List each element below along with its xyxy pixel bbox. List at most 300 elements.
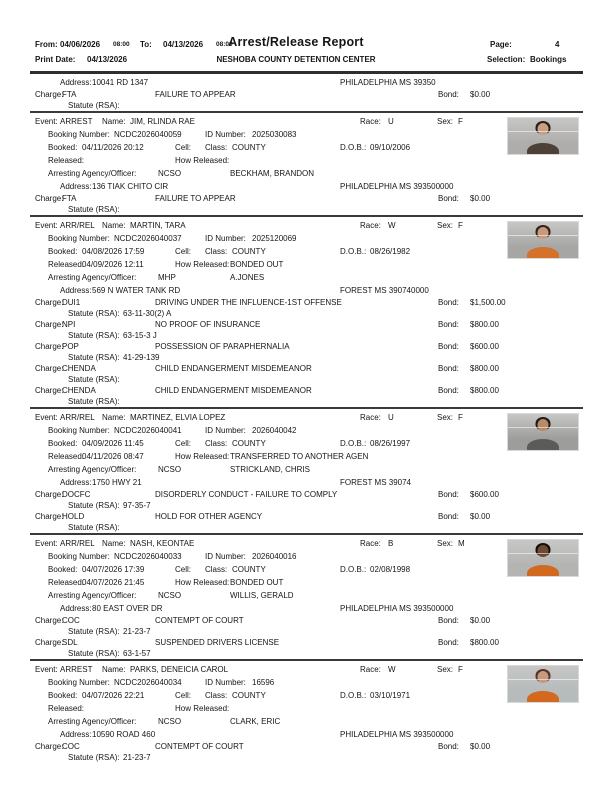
charge-description: FAILURE TO APPEAR xyxy=(155,90,236,99)
released-value: 04/07/2026 21:45 xyxy=(82,578,145,587)
bond-label: Bond: xyxy=(438,320,459,329)
statute-value: 63-15-3 J xyxy=(123,331,157,340)
id-number-label: ID Number: xyxy=(205,426,246,435)
print-date-label: Print Date: xyxy=(35,55,76,64)
mugshot-face xyxy=(538,545,549,557)
statute-row xyxy=(30,204,583,215)
officer-value: CLARK, ERIC xyxy=(230,717,281,726)
bond-amount: $600.00 xyxy=(470,342,499,351)
bond-label: Bond: xyxy=(438,194,459,203)
event-label: Event: xyxy=(35,665,58,674)
cell-label: Cell: xyxy=(175,439,192,448)
charge-code: NPI xyxy=(62,320,76,329)
bond-amount: $0.00 xyxy=(470,512,491,521)
name-value: NASH, KEONTAE xyxy=(130,539,195,548)
event-label: Event: xyxy=(35,413,58,422)
booking-record xyxy=(30,215,583,407)
dob-value: 08/26/1982 xyxy=(370,247,411,256)
class-label: Class: xyxy=(205,143,228,152)
statute-label: Statute (RSA): xyxy=(68,753,120,762)
charge-code: POP xyxy=(62,342,79,351)
charge-code: SDL xyxy=(62,638,78,647)
city-value: PHILADELPHIA MS 393500000 xyxy=(340,730,454,739)
released-row xyxy=(30,154,583,167)
arresting-officer-label: Arresting Agency/Officer: xyxy=(48,717,137,726)
bond-label: Bond: xyxy=(438,298,459,307)
how-released-label: How Released: xyxy=(175,156,230,165)
how-released-value: BONDED OUT xyxy=(230,578,284,587)
statute-label: Statute (RSA): xyxy=(68,353,120,362)
charge-label: Charge: xyxy=(35,364,64,373)
mugshot-torso xyxy=(527,691,559,702)
released-row xyxy=(30,702,583,715)
bond-amount: $0.00 xyxy=(470,742,491,751)
sex-label: Sex: xyxy=(437,413,454,422)
cell-label: Cell: xyxy=(175,691,192,700)
cell-label: Cell: xyxy=(175,143,192,152)
name-label: Name: xyxy=(102,539,126,548)
charge-description: CHILD ENDANGERMENT MISDEMEANOR xyxy=(155,364,312,373)
charge-label: Charge: xyxy=(35,194,64,203)
booked-value: 04/08/2026 17:59 xyxy=(82,247,145,256)
charge-code: DOCFC xyxy=(62,490,91,499)
statute-value: 63-11-30(2) A xyxy=(123,309,172,318)
mugshot-photo xyxy=(508,666,578,702)
to-label: To: xyxy=(140,40,152,49)
booking-number-value: NCDC2026040033 xyxy=(114,552,182,561)
id-number-label: ID Number: xyxy=(205,678,246,687)
to-date: 04/13/2026 xyxy=(163,40,204,49)
address-value: 136 TIAK CHITO CIR xyxy=(92,182,169,191)
charge-code: CHENDA xyxy=(62,386,96,395)
charge-code: FTA xyxy=(62,90,77,99)
race-value: W xyxy=(388,221,396,230)
statute-value: 21-23-7 xyxy=(123,627,151,636)
class-label: Class: xyxy=(205,565,228,574)
booking-number-value: NCDC2026040034 xyxy=(114,678,182,687)
address-value: 80 EAST OVER DR xyxy=(92,604,163,613)
race-label: Race: xyxy=(360,221,381,230)
bond-amount: $1,500.00 xyxy=(470,298,506,307)
event-row xyxy=(30,219,583,232)
class-label: Class: xyxy=(205,247,228,256)
page-number: 4 xyxy=(555,40,560,49)
released-label: Released: xyxy=(48,452,85,461)
booking-record xyxy=(30,533,583,659)
charges xyxy=(30,489,583,533)
booking-number-row xyxy=(30,550,583,563)
booking-number-label: Booking Number: xyxy=(48,234,110,243)
booked-row xyxy=(30,563,583,576)
id-number-value: 2026040042 xyxy=(252,426,297,435)
booked-row xyxy=(30,689,583,702)
sex-value: F xyxy=(458,117,463,126)
statute-label: Statute (RSA): xyxy=(68,375,120,384)
charge-code: CHENDA xyxy=(62,364,96,373)
booking-number-label: Booking Number: xyxy=(48,130,110,139)
mugshot-face xyxy=(538,227,549,239)
how-released-value: BONDED OUT xyxy=(230,260,284,269)
booked-label: Booked: xyxy=(48,565,78,574)
released-value: 04/11/2026 08:47 xyxy=(82,452,144,461)
charges xyxy=(30,297,583,407)
how-released-label: How Released: xyxy=(175,704,230,713)
dob-value: 02/08/1998 xyxy=(370,565,411,574)
bond-amount: $600.00 xyxy=(470,490,499,499)
booked-value: 04/11/2026 20:12 xyxy=(82,143,144,152)
mugshot-face xyxy=(538,123,549,135)
charges xyxy=(30,615,583,659)
race-label: Race: xyxy=(360,665,381,674)
name-label: Name: xyxy=(102,221,126,230)
sex-label: Sex: xyxy=(437,221,454,230)
charge-code: COC xyxy=(62,742,80,751)
dob-label: D.O.B.: xyxy=(340,439,367,448)
header-row-1 xyxy=(30,35,583,53)
address-label: Address: xyxy=(60,478,92,487)
how-released-label: How Released: xyxy=(175,578,230,587)
charge-description: HOLD FOR OTHER AGENCY xyxy=(155,512,263,521)
charge-label: Charge: xyxy=(35,512,64,521)
name-label: Name: xyxy=(102,413,126,422)
from-date: 04/06/2026 xyxy=(60,40,101,49)
address-row xyxy=(30,76,583,89)
booked-row xyxy=(30,141,583,154)
mugshot-photo xyxy=(508,222,578,258)
charge-description: FAILURE TO APPEAR xyxy=(155,194,236,203)
released-row xyxy=(30,576,583,589)
agency-value: MHP xyxy=(158,273,176,282)
id-number-label: ID Number: xyxy=(205,130,246,139)
booked-row xyxy=(30,245,583,258)
charge-label: Charge: xyxy=(35,386,64,395)
records xyxy=(30,111,583,763)
officer-row xyxy=(30,589,583,602)
statute-row xyxy=(30,500,583,511)
event-value: ARR/REL xyxy=(60,539,95,548)
booking-number-row xyxy=(30,128,583,141)
class-value: COUNTY xyxy=(232,439,266,448)
class-value: COUNTY xyxy=(232,143,266,152)
officer-value: BECKHAM, BRANDON xyxy=(230,169,315,178)
event-row xyxy=(30,411,583,424)
how-released-label: How Released: xyxy=(175,452,230,461)
charge-description: DRIVING UNDER THE INFLUENCE-1ST OFFENSE xyxy=(155,298,342,307)
booked-value: 04/09/2026 11:45 xyxy=(82,439,144,448)
address-row xyxy=(30,602,583,615)
sex-value: F xyxy=(458,221,463,230)
address-value: 10041 RD 1347 xyxy=(92,78,149,87)
mugshot-torso xyxy=(527,565,559,576)
id-number-value: 2026040016 xyxy=(252,552,297,561)
released-row xyxy=(30,258,583,271)
booking-number-value: NCDC2026040059 xyxy=(114,130,182,139)
event-value: ARREST xyxy=(60,665,93,674)
released-value: 04/09/2026 12:11 xyxy=(82,260,144,269)
officer-row xyxy=(30,463,583,476)
booking-number-label: Booking Number: xyxy=(48,678,110,687)
bond-amount: $800.00 xyxy=(470,638,499,647)
agency-value: NCSO xyxy=(158,465,182,474)
dob-value: 08/26/1997 xyxy=(370,439,411,448)
bond-amount: $800.00 xyxy=(470,320,499,329)
address-row xyxy=(30,180,583,193)
charge-label: Charge: xyxy=(35,490,64,499)
charge-description: CONTEMPT OF COURT xyxy=(155,742,244,751)
address-row xyxy=(30,728,583,741)
dob-value: 09/10/2006 xyxy=(370,143,411,152)
charge-description: CHILD ENDANGERMENT MISDEMEANOR xyxy=(155,386,312,395)
booked-value: 04/07/2026 22:21 xyxy=(82,691,145,700)
dob-label: D.O.B.: xyxy=(340,143,367,152)
continuation-record xyxy=(30,76,583,111)
id-number-value: 16596 xyxy=(252,678,275,687)
address-row xyxy=(30,476,583,489)
bond-label: Bond: xyxy=(438,638,459,647)
sex-label: Sex: xyxy=(437,665,454,674)
bond-label: Bond: xyxy=(438,90,459,99)
continuation-charges xyxy=(30,89,583,111)
bond-label: Bond: xyxy=(438,490,459,499)
booking-record xyxy=(30,111,583,215)
charges xyxy=(30,741,583,763)
booked-value: 04/07/2026 17:39 xyxy=(82,565,145,574)
booking-number-row xyxy=(30,232,583,245)
charge-label: Charge: xyxy=(35,320,64,329)
released-row xyxy=(30,450,583,463)
charge-row xyxy=(30,193,583,204)
bond-amount: $0.00 xyxy=(470,616,491,625)
arresting-officer-label: Arresting Agency/Officer: xyxy=(48,273,137,282)
statute-label: Statute (RSA): xyxy=(68,397,120,406)
bond-amount: $800.00 xyxy=(470,364,499,373)
mugshot-photo xyxy=(508,414,578,450)
id-number-value: 2025030083 xyxy=(252,130,297,139)
mugshot-face xyxy=(538,671,549,683)
statute-row xyxy=(30,330,583,341)
mugshot-torso xyxy=(527,247,559,258)
event-row xyxy=(30,537,583,550)
statute-row xyxy=(30,396,583,407)
city-value: FOREST MS 39074 xyxy=(340,478,411,487)
officer-row xyxy=(30,271,583,284)
bond-label: Bond: xyxy=(438,512,459,521)
city-value: PHILADELPHIA MS 39350 xyxy=(340,78,436,87)
booking-number-row xyxy=(30,676,583,689)
booking-number-value: NCDC2026040041 xyxy=(114,426,182,435)
statute-label: Statute (RSA): xyxy=(68,649,120,658)
address-value: 1750 HWY 21 xyxy=(92,478,142,487)
bond-label: Bond: xyxy=(438,386,459,395)
name-value: MARTINEZ, ELVIA LOPEZ xyxy=(130,413,226,422)
bond-label: Bond: xyxy=(438,742,459,751)
race-value: W xyxy=(388,665,396,674)
released-label: Released: xyxy=(48,156,85,165)
event-row xyxy=(30,663,583,676)
header-row-2 xyxy=(30,53,583,68)
statute-row xyxy=(30,308,583,319)
city-value: PHILADELPHIA MS 393500000 xyxy=(340,604,454,613)
mugshot-photo xyxy=(508,118,578,154)
statute-row xyxy=(30,648,583,659)
how-released-label: How Released: xyxy=(175,260,230,269)
released-label: Released: xyxy=(48,260,85,269)
selection-value: Bookings xyxy=(530,55,567,64)
cell-label: Cell: xyxy=(175,565,192,574)
bond-label: Bond: xyxy=(438,364,459,373)
mugshot-torso xyxy=(527,143,559,154)
bond-amount: $0.00 xyxy=(470,194,491,203)
charge-description: DISORDERLY CONDUCT - FAILURE TO COMPLY xyxy=(155,490,338,499)
address-value: 10590 ROAD 460 xyxy=(92,730,156,739)
charge-row xyxy=(30,385,583,396)
statute-value: 63-1-57 xyxy=(123,649,151,658)
mugshot-torso xyxy=(527,439,559,450)
booking-number-label: Booking Number: xyxy=(48,552,110,561)
class-label: Class: xyxy=(205,439,228,448)
from-label: From: xyxy=(35,40,58,49)
event-value: ARR/REL xyxy=(60,221,95,230)
address-label: Address: xyxy=(60,604,92,613)
mugshot-face xyxy=(538,419,549,431)
statute-value: 97-35-7 xyxy=(123,501,151,510)
charge-code: FTA xyxy=(62,194,77,203)
address-value: 569 N WATER TANK RD xyxy=(92,286,181,295)
charge-description: CONTEMPT OF COURT xyxy=(155,616,244,625)
facility-name: NESHOBA COUNTY DETENTION CENTER xyxy=(216,55,376,64)
race-value: B xyxy=(388,539,394,548)
race-label: Race: xyxy=(360,413,381,422)
race-label: Race: xyxy=(360,117,381,126)
bond-amount: $0.00 xyxy=(470,90,491,99)
charge-code: DUI1 xyxy=(62,298,81,307)
event-row xyxy=(30,115,583,128)
released-label: Released: xyxy=(48,578,85,587)
charge-row xyxy=(30,489,583,500)
charge-description: SUSPENDED DRIVERS LICENSE xyxy=(155,638,280,647)
charge-label: Charge: xyxy=(35,298,64,307)
city-value: PHILADELPHIA MS 393500000 xyxy=(340,182,454,191)
race-value: U xyxy=(388,413,394,422)
statute-label: Statute (RSA): xyxy=(68,627,120,636)
bond-amount: $800.00 xyxy=(470,386,499,395)
statute-label: Statute (RSA): xyxy=(68,331,120,340)
address-label: Address: xyxy=(60,286,92,295)
booked-label: Booked: xyxy=(48,439,78,448)
charges xyxy=(30,193,583,215)
bond-label: Bond: xyxy=(438,616,459,625)
class-value: COUNTY xyxy=(232,691,266,700)
how-released-value: TRANSFERRED TO ANOTHER AGEN xyxy=(230,452,369,461)
charge-code: HOLD xyxy=(62,512,85,521)
id-number-value: 2025120069 xyxy=(252,234,297,243)
charge-row xyxy=(30,637,583,648)
class-value: COUNTY xyxy=(232,247,266,256)
agency-value: NCSO xyxy=(158,591,182,600)
statute-row xyxy=(30,626,583,637)
class-value: COUNTY xyxy=(232,565,266,574)
to-time: 08:00 xyxy=(216,41,233,48)
charge-row xyxy=(30,615,583,626)
race-label: Race: xyxy=(360,539,381,548)
address-label: Address: xyxy=(60,78,92,87)
charge-row xyxy=(30,341,583,352)
booked-label: Booked: xyxy=(48,247,78,256)
event-value: ARREST xyxy=(60,117,93,126)
dob-value: 03/10/1971 xyxy=(370,691,411,700)
event-label: Event: xyxy=(35,221,58,230)
officer-value: A.JONES xyxy=(230,273,265,282)
statute-value: 21-23-7 xyxy=(123,753,151,762)
charge-code: COC xyxy=(62,616,80,625)
booking-number-row xyxy=(30,424,583,437)
sex-label: Sex: xyxy=(437,539,454,548)
agency-value: NCSO xyxy=(158,169,182,178)
report-header xyxy=(30,35,583,71)
dob-label: D.O.B.: xyxy=(340,247,367,256)
city-value: FOREST MS 390740000 xyxy=(340,286,429,295)
officer-row xyxy=(30,167,583,180)
statute-label: Statute (RSA): xyxy=(68,309,120,318)
statute-row xyxy=(30,374,583,385)
charge-row xyxy=(30,89,583,100)
from-time: 08:00 xyxy=(113,41,130,48)
charge-label: Charge: xyxy=(35,342,64,351)
booking-record xyxy=(30,407,583,533)
class-label: Class: xyxy=(205,691,228,700)
race-value: U xyxy=(388,117,394,126)
sex-value: F xyxy=(458,665,463,674)
dob-label: D.O.B.: xyxy=(340,565,367,574)
charge-row xyxy=(30,319,583,330)
charge-label: Charge: xyxy=(35,616,64,625)
bond-label: Bond: xyxy=(438,342,459,351)
statute-label: Statute (RSA): xyxy=(68,523,120,532)
page-label: Page: xyxy=(490,40,512,49)
statute-row xyxy=(30,752,583,763)
charge-row xyxy=(30,511,583,522)
cell-label: Cell: xyxy=(175,247,192,256)
officer-row xyxy=(30,715,583,728)
arresting-officer-label: Arresting Agency/Officer: xyxy=(48,169,137,178)
sex-value: M xyxy=(458,539,465,548)
agency-value: NCSO xyxy=(158,717,182,726)
charge-row xyxy=(30,297,583,308)
charge-label: Charge: xyxy=(35,638,64,647)
statute-row xyxy=(30,352,583,363)
booked-label: Booked: xyxy=(48,143,78,152)
print-date: 04/13/2026 xyxy=(87,55,128,64)
booked-row xyxy=(30,437,583,450)
arresting-officer-label: Arresting Agency/Officer: xyxy=(48,465,137,474)
released-label: Released: xyxy=(48,704,85,713)
statute-row xyxy=(30,522,583,533)
statute-label: Statute (RSA): xyxy=(68,205,120,214)
booking-record xyxy=(30,659,583,763)
name-label: Name: xyxy=(102,665,126,674)
event-value: ARR/REL xyxy=(60,413,95,422)
charge-label: Charge: xyxy=(35,90,64,99)
mugshot-photo xyxy=(508,540,578,576)
header-divider xyxy=(30,71,583,74)
charge-description: NO PROOF OF INSURANCE xyxy=(155,320,261,329)
report-title: Arrest/Release Report xyxy=(228,35,364,49)
statute-label: Statute (RSA): xyxy=(68,101,120,110)
event-label: Event: xyxy=(35,539,58,548)
charge-row xyxy=(30,363,583,374)
officer-value: WILLIS, GERALD xyxy=(230,591,294,600)
address-label: Address: xyxy=(60,182,92,191)
